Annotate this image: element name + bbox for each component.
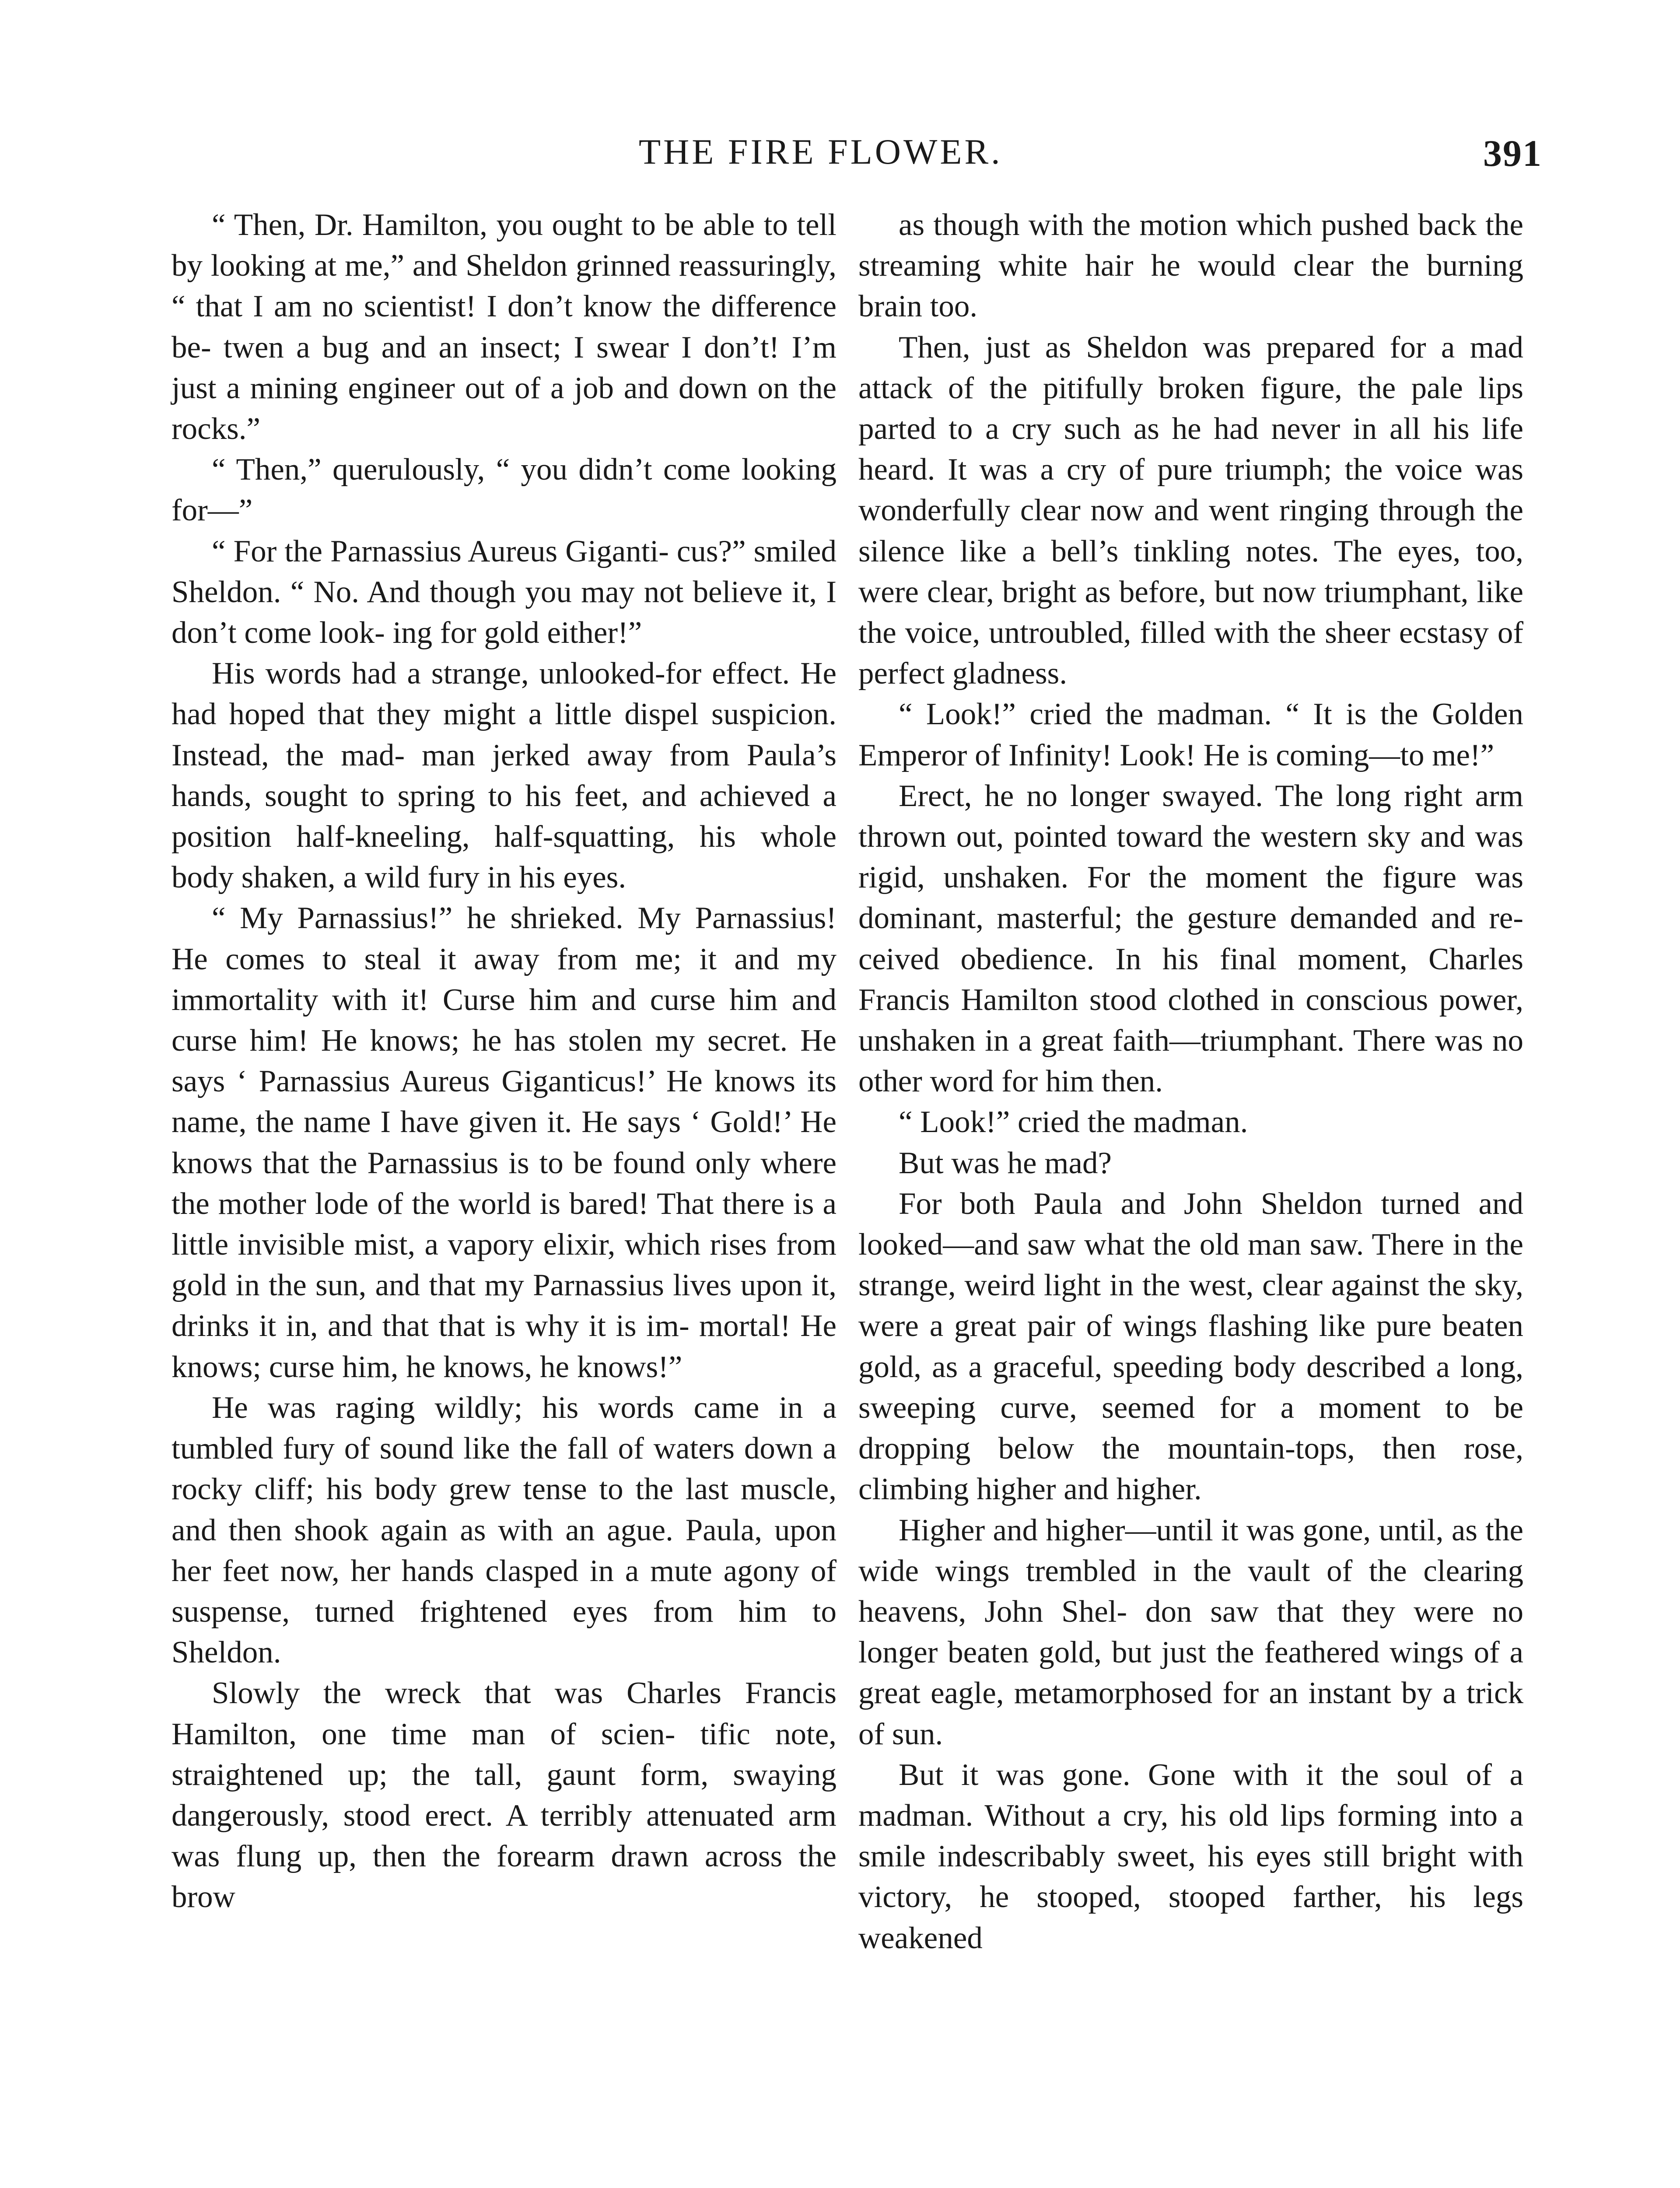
paragraph: For both Paula and John Sheldon turned and looked—and saw what the old man saw. There in the strange, weird light in the west, clear against the sky, were a great pair of wings flashing like pure beaten gold, as a graceful, speeding body described a long, sweeping curve, seemed for a moment to be dropping below the mountain-tops, then rose, climbing higher and higher. <box>858 1186 1523 1507</box>
paragraph: Then, just as Sheldon was prepared for a mad attack of the pitifully broken figure, the pale lips parted to a cry such as he had never in all his life heard. It was a cry of pure triumph; the voice was wonderfully clear now and went ringing through the silence like a bell’s tinkling notes. The eyes, too, were clear, bright as before, but now triumphant, like the voice, untroubled, filled with the sheer ecstasy of perfect gladness. <box>858 330 1523 691</box>
right-column <box>858 205 1523 1959</box>
paragraph: “ Look!” cried the madman. <box>899 1105 1248 1140</box>
paragraph: “ Then, Dr. Hamilton, you ought to be able to tell by looking at me,” and Sheldon grinned reassuringly, “ that I am no scientist! I don’t know the difference be- twen a bug and an insect; I swear I don’t! I’m just a mining engineer out of a job and down on the rocks.” <box>172 208 836 446</box>
paragraph: Higher and higher—until it was gone, until, as the wide wings trembled in the vault of the clearing heavens, John Shel- don saw that they were no longer beaten gold, but just the feathered wings of a great eagle, metamorphosed for an instant by a trick of sun. <box>858 1513 1523 1751</box>
left-column <box>172 205 836 1918</box>
paragraph: “ My Parnassius!” he shrieked. My Parnassius! He comes to steal it away from me; it and my immortality with it! Curse him and curse him and curse him! He knows; he has stolen my secret. He says ‘ Parnassius Aureus Giganticus!’ He knows its name, the name I have given it. He says ‘ Gold!’ He knows that the Parnassius is to be found only where the mother lode of the world is bared! That there is a little invisible mist, a vapory elixir, which rises from gold in the sun, and that my Parnassius lives upon it, drinks it in, and that that is why it is im- mortal! He knows; curse him, he knows, he knows!” <box>172 901 836 1384</box>
paragraph: as though with the motion which pushed back the streaming white hair he would clear the burning brain too. <box>858 208 1523 324</box>
page-number: 391 <box>1483 132 1542 174</box>
paragraph: “ Look!” cried the madman. “ It is the Golden Emperor of Infinity! Look! He is coming—to me!” <box>858 697 1523 772</box>
paragraph: But it was gone. Gone with it the soul of a madman. Without a cry, his old lips forming into a smile indescribably sweet, his eyes still bright with victory, he stooped, stooped farther, his legs weakened <box>858 1757 1523 1955</box>
paragraph: “ Then,” querulously, “ you didn’t come looking for—” <box>172 452 836 528</box>
paragraph: Erect, he no longer swayed. The long right arm thrown out, pointed toward the western sky and was rigid, unshaken. For the moment the figure was dominant, masterful; the gesture demanded and re- ceived obedience. In his final moment, Charles Francis Hamilton stood clothed in conscious power, unshaken in a great faith—triumphant. There was no other word for him then. <box>858 778 1523 1099</box>
paragraph: “ For the Parnassius Aureus Giganti- cus?” smiled Sheldon. “ No. And though you may not believe it, I don’t come look- ing for gold either!” <box>172 534 836 650</box>
paragraph: Slowly the wreck that was Charles Francis Hamilton, one time man of scien- tific note, straightened up; the tall, gaunt form, swaying dangerously, stood erect. A terribly attenuated arm was flung up, then the forearm drawn across the brow <box>172 1676 836 1914</box>
running-title: THE FIRE FLOWER. <box>639 132 1003 172</box>
paragraph: His words had a strange, unlooked-for effect. He had hoped that they might a little dispel suspicion. Instead, the mad- man jerked away from Paula’s hands, sought to spring to his feet, and achieved a position half-kneeling, half-squatting, his whole body shaken, a wild fury in his eyes. <box>172 656 836 895</box>
paragraph: But was he mad? <box>899 1146 1112 1180</box>
paragraph: He was raging wildly; his words came in a tumbled fury of sound like the fall of waters down a rocky cliff; his body grew tense to the last muscle, and then shook again as with an ague. Paula, upon her feet now, her hands clasped in a mute agony of suspense, turned frightened eyes from him to Sheldon. <box>172 1390 836 1670</box>
